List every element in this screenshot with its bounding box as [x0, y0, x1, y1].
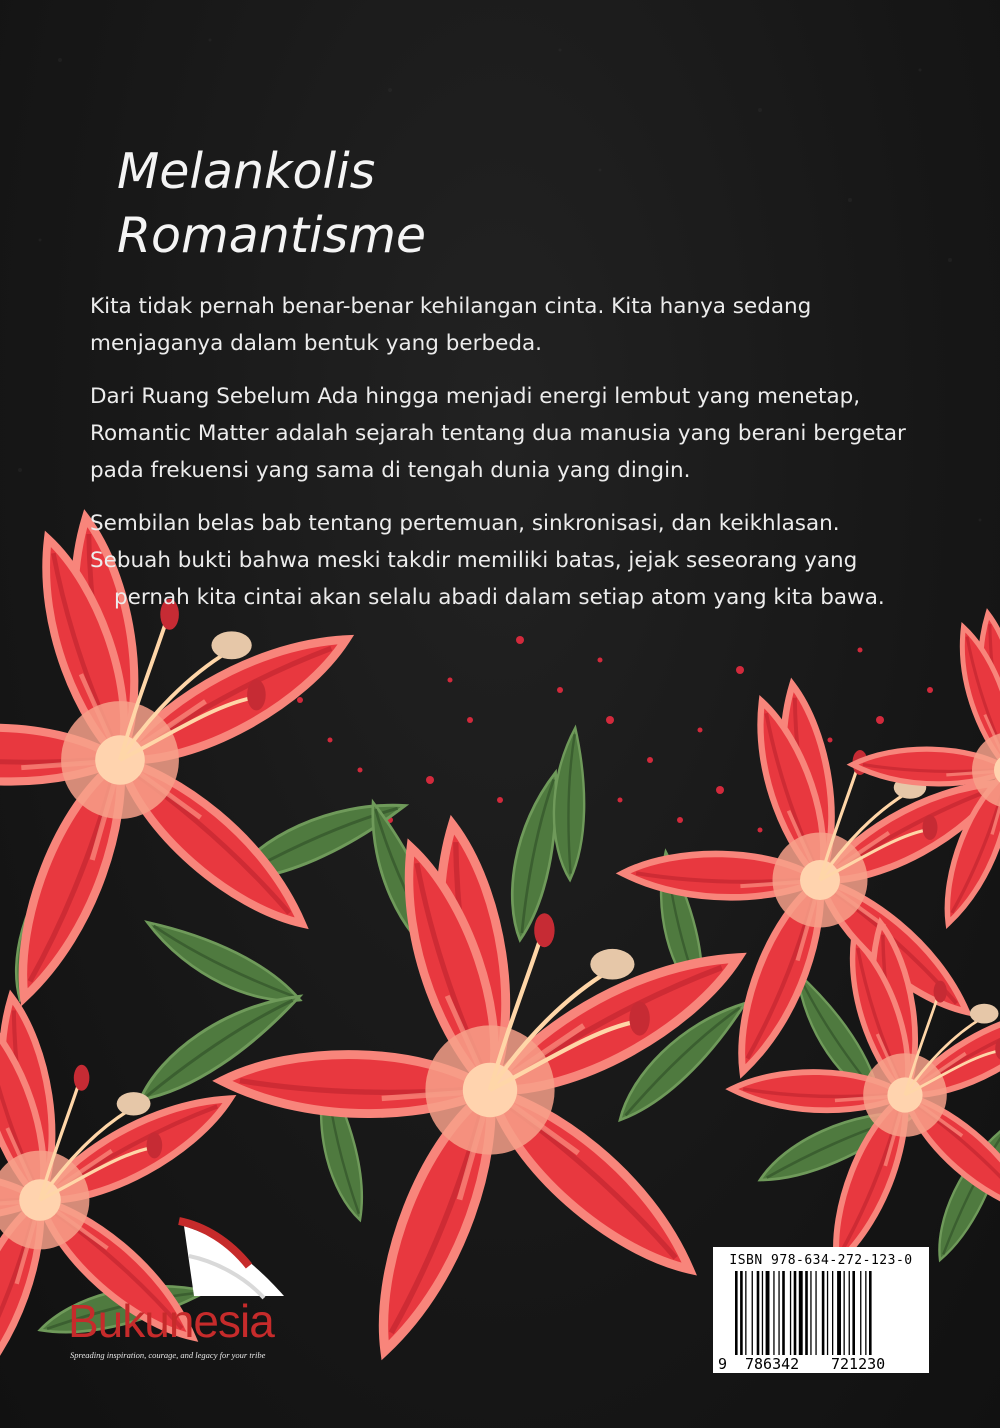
publisher-name: Bukunesia [68, 1295, 274, 1347]
barcode-bar [869, 1271, 872, 1355]
barcode-bar [762, 1271, 763, 1355]
barcode-bar [773, 1271, 774, 1355]
synopsis-line: Dari Ruang Sebelum Ada hingga menjadi energi lembut yang menetap, [90, 384, 861, 409]
synopsis-line: Sebuah bukti bahwa meski takdir memiliki batas, jejak seseorang yang [90, 548, 858, 573]
barcode-bar [735, 1271, 738, 1355]
barcode-bar [865, 1271, 866, 1355]
barcode-bar [799, 1271, 803, 1355]
barcode-bar [827, 1271, 828, 1355]
barcode-bar [837, 1271, 841, 1355]
barcode-bar [794, 1271, 797, 1355]
synopsis-line: Kita tidak pernah benar-benar kehilangan cinta. Kita hanya sedang [90, 294, 812, 319]
barcode-bar [752, 1271, 753, 1355]
synopsis [90, 288, 950, 632]
barcode-bar [852, 1271, 855, 1355]
barcode-bar [778, 1271, 779, 1355]
barcode-bar [860, 1271, 861, 1355]
barcode-bar [782, 1271, 785, 1355]
synopsis-line: pernah kita cintai akan selalu abadi dalam setiap atom yang kita bawa. [114, 585, 885, 610]
barcode-bar [805, 1271, 808, 1355]
synopsis-paragraph-2 [90, 378, 950, 489]
synopsis-line: Sembilan belas bab tentang pertemuan, sinkronisasi, dan keikhlasan. [90, 511, 840, 536]
title-line-2: Romantisme [117, 207, 427, 264]
synopsis-paragraph-1 [90, 288, 950, 362]
barcode-bar [757, 1271, 760, 1355]
barcode-bar [844, 1271, 845, 1355]
title-line-1: Melankolis [117, 143, 376, 200]
isbn-digit-lead: 9 [718, 1355, 728, 1373]
publisher-tagline: Spreading inspiration, courage, and legacy for your tribe [70, 1350, 266, 1360]
synopsis-line: menjaganya dalam bentuk yang berbeda. [90, 331, 542, 356]
synopsis-line: pada frekuensi yang sama di tengah dunia yang dingin. [90, 458, 691, 483]
isbn-digits-left: 786342 [745, 1355, 800, 1373]
barcode-bar [810, 1271, 811, 1355]
barcode-bar [790, 1271, 791, 1355]
barcode-bar [815, 1271, 816, 1355]
publisher-logo [62, 1216, 312, 1376]
synopsis-paragraph-3 [90, 505, 950, 616]
isbn-label: ISBN 978-634-272-123-0 [729, 1253, 913, 1268]
isbn-barcode [713, 1247, 929, 1373]
synopsis-line: Romantic Matter adalah sejarah tentang dua manusia yang berani bergetar [90, 421, 906, 446]
barcode-bar [822, 1271, 825, 1355]
barcode-bar [832, 1271, 833, 1355]
barcode-bar [745, 1271, 746, 1355]
barcode-icon [735, 1271, 921, 1355]
red-splatter [297, 636, 964, 863]
isbn-digits-right: 721230 [831, 1355, 886, 1373]
barcode-bar [740, 1271, 743, 1355]
barcode-bar [849, 1271, 850, 1355]
barcode-bar [766, 1271, 770, 1355]
book-title [117, 140, 426, 268]
bukunesia-logo-icon [174, 1216, 294, 1306]
